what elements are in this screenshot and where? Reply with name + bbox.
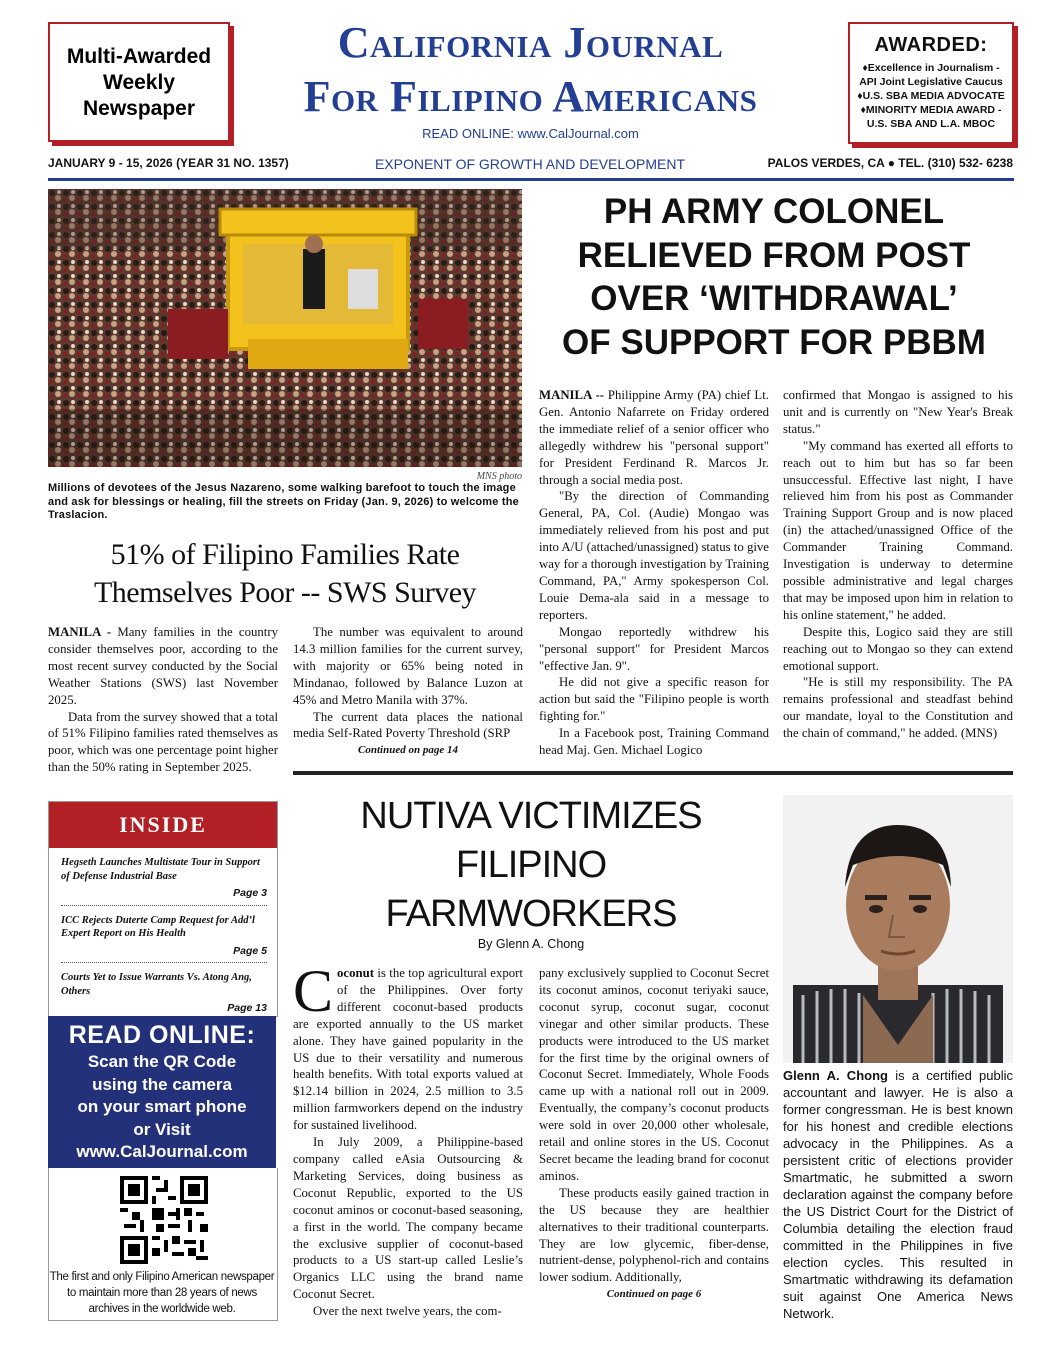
award-line: U.S. SBA AND L.A. MBOC	[866, 118, 996, 130]
awarded-heading: AWARDED:	[874, 34, 988, 56]
newspaper-title-line2: For Filipino Americans	[303, 72, 758, 121]
army-column-1: MANILA -- Philippine Army (PA) chief Lt. Gen. Antonio Nafarrete on Friday ordered the immediate relief of a senior officer who allegedly withdrew his "personal support" for President Ferdinand R. Marcos Jr. through a social media post. "By the direction of Commanding General, PA, Col. (Audie) Mongao was immediately relieved from his post and put into A/U (attached/unassigned) status to give way for a thorough investigation by Training Command, PA," Army spokesperson Col. Louie Dema-ala said in a message to reporters. Mongao reportedly withdrew his "personal support" for President Marcos "effective Jan. 9". He did not give a specific reason for action but said the "Filipino people is worth fighting for." In a Facebook post, Training Command head Maj. Gen. Michael Logico	[539, 388, 769, 758]
location-phone: PALOS VERDES, CA ● TEL. (310) 532- 6238	[767, 156, 1013, 170]
multi-awarded-box	[48, 22, 230, 142]
archive-note: The first and only Filipino American newspaper to maintain more than 28 years of news archives in the worldwide web.	[49, 1271, 275, 1315]
read-online-box: READ ONLINE: Scan the QR Code using the camera on your smart phone or Visit www.CalJournal.com	[48, 1016, 276, 1168]
army-headline: PH ARMY COLONEL RELIEVED FROM POST OVER ‘WITHDRAWAL’ OF SUPPORT FOR PBBM	[562, 192, 986, 362]
inside-item[interactable]: ICC Rejects Duterte Camp Request for Add’l Expert Report on His Health Page 5	[61, 914, 267, 957]
qr-code-icon[interactable]	[120, 1176, 208, 1264]
sws-column-2: The number was equivalent to around 14.3 million families for the current survey, with majority or 65% being noted in Mindanao, followed by Balance Luzon at 45% and Metro Manila with 37%. The current data places the national media Self-Rated Poverty Threshold (SRP Continued on page 14	[293, 624, 523, 759]
read-online-link[interactable]: READ ONLINE: www.CalJournal.com	[422, 126, 639, 141]
inside-box	[48, 801, 278, 1017]
author-portrait	[783, 795, 1013, 1063]
award-line: API Joint Legislative Caucus	[859, 76, 1003, 88]
photo-caption: Millions of devotees of the Jesus Nazareno, some walking barefoot to touch the image and ask for blessings or healing, fill the streets on Friday (Jan. 9, 2026) to welcome the Traslacion.	[48, 482, 519, 521]
sws-continued[interactable]: Continued on page 14	[358, 744, 458, 757]
army-dateline: MANILA --	[539, 388, 605, 402]
award-line: ♦U.S. SBA MEDIA ADVOCATE	[857, 90, 1005, 102]
nutiva-column-1: Coconut is the top agricultural export of the Philippines. Over forty different coconut-based products are exported annually to the US market alone. They have gained popularity in the US due to their versatility and numerous health benefits. With total exports valued at $12.14 billion in 2024, 2.5 million to 3.5 million farmworkers depend on the industry for sustained livelihood. In July 2009, a Philippine-based company called eAsia Outsourcing & Marketing Services, doing business as Coconut Republic, exported to the US coconut aminos or coconut-based seasoning, a first in the world. The company became the exclusive supplier of coconut-based products to a US start-up called Leslie’s Organics LLC using the brand name Coconut Secret. Over the next twelve years, the com-	[293, 958, 523, 1319]
army-column-2: confirmed that Mongao is assigned to his unit and is currently on "New Year's Break status." "My command has exerted all efforts to reach out to him but has so far been unsuccessful. Effective last night, I have relieved him from his post as Commander Training Support Group and is now placed (in) the attached/unassigned Office of the Commander Training Command. Investigation is underway to determine possible administrative and legal charges that may be imposed upon him in relation to his online statement," he added. Despite this, Logico said they are still reaching out to Mongao so they can extend emotional support. "He is still my responsibility. The PA remains professional and steadfast behind our mandate, loyal to the Constitution and the chain of command," he added. (MNS)	[783, 388, 1013, 741]
multi-awarded-text: Multi-Awarded Weekly Newspaper	[66, 45, 212, 120]
award-line: ♦Excellence in Journalism -	[862, 62, 1000, 74]
website-link[interactable]: www.CalJournal.com	[76, 1142, 248, 1161]
traslacion-photo	[48, 189, 522, 467]
newspaper-title-line1: California Journal	[337, 18, 724, 67]
sws-column-1: MANILA - Many families in the country consider themselves poor, according to the most recent survey conducted by the Social Weather Stations (SWS) last November 2025. Data from the survey showed that a total of 51% Filipino families rated themselves as poor, which was one percentage point higher than the 50% rating in September 2025.	[48, 625, 278, 775]
sws-headline: 51% of Filipino Families Rate Themselves Poor -- SWS Survey	[93, 538, 477, 609]
drop-cap: C	[293, 958, 334, 1024]
nutiva-continued[interactable]: Continued on page 6	[606, 1288, 702, 1301]
author-bio: Glenn A. Chong is a certified public accountant and lawyer. He is also a former congressman. He is best known for his honest and credible elections advocacy in the Philippines. As a persistent critic of elections provider Smartmatic, he submitted a sworn declaration against the company before the US District Court for the District of Columbia detailing the election fraud committed in the Philippines in five election cycles. This resulted in Smartmatic withdrawing its defamation suit against One America News Network.	[783, 1068, 1013, 1321]
tagline: EXPONENT OF GROWTH AND DEVELOPMENT	[374, 156, 686, 172]
inside-heading: INSIDE	[49, 802, 277, 848]
award-line: ♦MINORITY MEDIA AWARD -	[860, 104, 1002, 116]
awarded-box	[848, 22, 1014, 144]
masthead-divider	[48, 178, 1014, 181]
sws-dateline: MANILA -	[48, 625, 112, 639]
inside-item[interactable]: Courts Yet to Issue Warrants Vs. Atong Ang, Others Page 13	[61, 972, 267, 1014]
photo-credit: MNS photo	[476, 471, 522, 482]
inside-item[interactable]: Hegseth Launches Multistate Tour in Support of Defense Industrial Base Page 3	[61, 857, 267, 899]
nutiva-headline: NUTIVA VICTIMIZES FILIPINO FARMWORKERS	[360, 795, 702, 935]
nutiva-byline: By Glenn A. Chong	[477, 937, 585, 951]
read-online-heading: READ ONLINE:	[68, 1021, 256, 1049]
author-name: Glenn A. Chong	[783, 1068, 888, 1083]
nutiva-column-2: pany exclusively supplied to Coconut Secret its coconut aminos, coconut teriyaki sauce, coconut syrup, coconut sugar, coconut vinegar and other similar products. These products were introduced to the US market for the first time by the original owners of Coconut Secret. Immediately, Whole Foods came up with a national roll out in 2009. Eventually, the company’s coconut products were sold in over 20,000 other wholesale, retail and online stores in the US. Coconut Secret became the leading brand for coconut aminos. These products easily gained traction in the US because they are healthier alternatives to their traditional counterparts. They are low glycemic, fiber-dense, nutrient-dense, polyphenol-rich and contains lower sodium. Additionally, Continued on page 6	[539, 965, 769, 1303]
issue-date: JANUARY 9 - 15, 2026 (YEAR 31 NO. 1357)	[48, 156, 289, 170]
section-divider	[293, 771, 1013, 775]
